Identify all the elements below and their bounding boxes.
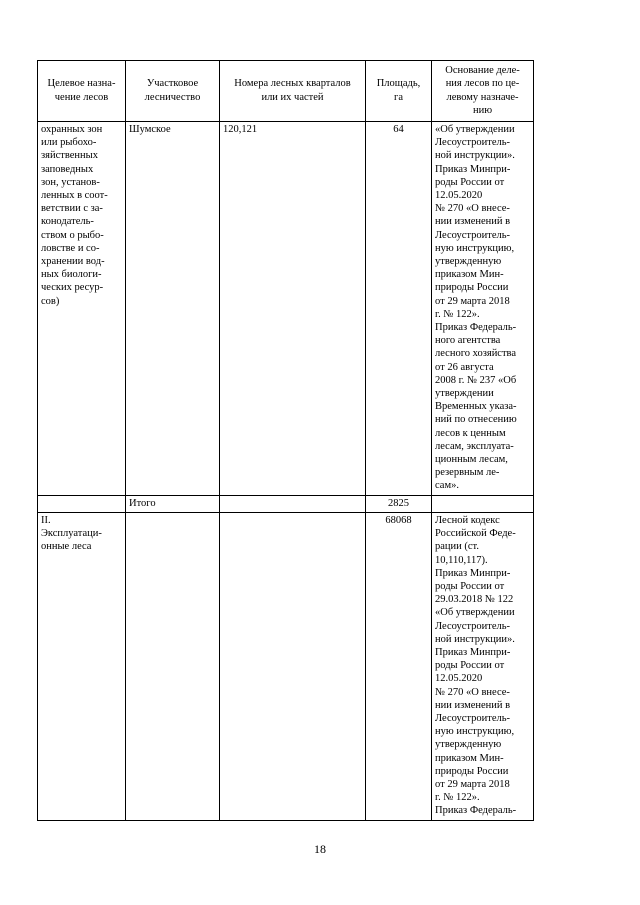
- cell-purpose: II. Эксплуатаци- онные леса: [38, 512, 126, 820]
- table-row: [38, 122, 534, 496]
- cell-basis: Лесной кодекс Российской Феде- рации (ст. 10,110,117). Приказ Минпри- роды России от 29.03.2018 № 122 «Об утверждении Лесоустроитель- ной инструкции». Приказ Минпри- роды России от 12.05.2020 № 270 «О внесе- нии изменений в Лесоустроитель- ную инструкцию, утвержденную приказом Мин- природы России от 29 марта 2018 г. № 122». Приказ Федераль-: [432, 512, 534, 820]
- page-number: 18: [314, 842, 326, 856]
- cell-quarters: 120,121: [220, 122, 366, 496]
- header-purpose: Целевое назна- чение лесов: [38, 61, 126, 122]
- cell-purpose: охранных зон или рыбохо- зяйственных заповедных зон, установ- ленных в соот- ветствии с за- конодатель- ством о рыбо- ловстве и со- хранении вод- ных биологи- ческих ресур- сов): [38, 122, 126, 496]
- cell-forestry: [126, 512, 220, 820]
- cell-area: 2825: [366, 495, 432, 512]
- cell-purpose: [38, 495, 126, 512]
- cell-quarters: [220, 495, 366, 512]
- cell-basis: «Об утверждении Лесоустроитель- ной инструкции». Приказ Минпри- роды России от 12.05.2020 № 270 «О внесе- нии изменений в Лесоустроитель- ную инструкцию, утвержденную приказом Мин- природы России от 29 марта 2018 г. № 122». Приказ Федераль- ного агентства лесного хозяйства от 26 августа 2008 г. № 237 «Об утверждении Временных указа- ний по отнесению лесов к ценным лесам, эксплуата- ционным лесам, резервным ле- сам».: [432, 122, 534, 496]
- cell-forestry: Итого: [126, 495, 220, 512]
- cell-area: 64: [366, 122, 432, 496]
- cell-area: 68068: [366, 512, 432, 820]
- header-forestry: Участковое лесничество: [126, 61, 220, 122]
- table-row: [38, 512, 534, 820]
- table-header-row: [38, 61, 534, 122]
- table-row-total: [38, 495, 534, 512]
- cell-quarters: [220, 512, 366, 820]
- cell-forestry: Шумское: [126, 122, 220, 496]
- cell-basis: [432, 495, 534, 512]
- header-quarters: Номера лесных кварталов или их частей: [220, 61, 366, 122]
- header-area: Площадь, га: [366, 61, 432, 122]
- forest-purpose-table: [37, 60, 534, 821]
- header-basis: Основание деле- ния лесов по це- левому назначе- нию: [432, 61, 534, 122]
